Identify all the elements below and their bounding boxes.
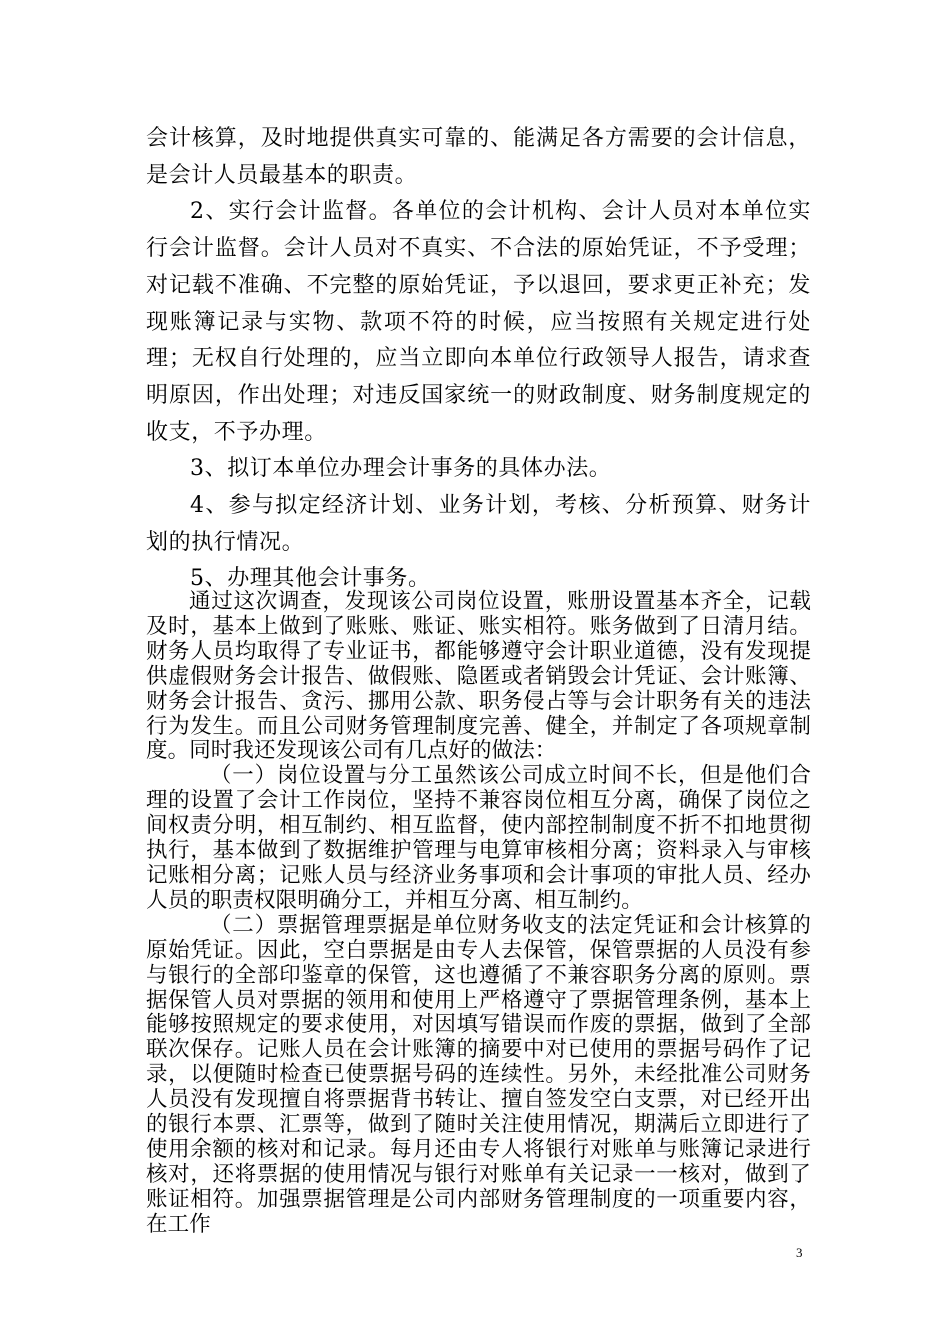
paragraph-item-2: 2、实行会计监督。各单位的会计机构、会计人员对本单位实行会计监督。会计人员对不真实、不合法的原始凭证，不予受理；对记载不准确、不完整的原始凭证，予以退回，要求更正补充；发现账簿记录与实物、款项不符的时候，应当按照有关规定进行处理；无权自行处理的，应当立即向本单位行政领导人报告，请求查明原因，作出处理；对违反国家统一的财政制度、财务制度规定的收支，不予办理。 — [146, 199, 811, 445]
paragraph-item-5: 5、办理其他会计事务。 — [190, 566, 431, 592]
paragraph-bill-management: （二）票据管理票据是单位财务收支的法定凭证和会计核算的原始凭证。因此，空白票据是由专人去保管，保管票据的人员没有参与银行的全部印鉴章的保管，这也遵循了不兼容职务分离的原则。票据保管人员对票据的领用和使用上严格遵守了票据管理条例，基本上能够按照规定的要求使用，对因填写错误而作废的票据，做到了全部联次保存。记账人员在会计账簿的摘要中对已使用的票据号码作了记录，以便随时检查已使票据号码的连续性。另外，未经批准公司财务人员没有发现擅自将票据背书转让、擅自签发空白支票，对已经开出的银行本票、汇票等，做到了随时关注使用情况，期满后立即进行了使用余额的核对和记录。每月还由专人将银行对账单与账簿记录进行核对，还将票据的使用情况与银行对账单有关记录一一核对，做到了账证相符。加强票据管理是公司内部财务管理制度的一项重要内容，在工作 — [146, 912, 811, 1237]
paragraph-survey-findings: 通过这次调查，发现该公司岗位设置，账册设置基本齐全，记载及时，基本上做到了账账、账证、账实相符。账务做到了日清月结。财务人员均取得了专业证书，都能够遵守会计职业道德，没有发现提供虚假财务会计报告、做假账、隐匿或者销毁会计凭证、会计账簿、财务会计报告、贪污、挪用公款、职务侵占等与会计职务有关的违法行为发生。而且公司财务管理制度完善、健全，并制定了各项规章制度。同时我还发现该公司有几点好的做法： — [146, 589, 811, 764]
paragraph-item-3: 3、拟订本单位办理会计事务的具体办法。 — [190, 456, 612, 482]
paragraph-item-4: 4、参与拟定经济计划、业务计划，考核、分析预算、财务计划的执行情况。 — [146, 493, 811, 555]
paragraph-position-setup: （一）岗位设置与分工虽然该公司成立时间不长，但是他们合理的设置了会计工作岗位，坚持不兼容岗位相互分离，确保了岗位之间权责分明，相互制约、相互监督，使内部控制制度不折不扣地贯彻执行，基本做到了数据维护管理与电算审核相分离；资料录入与审核记账相分离；记账人员与经济业务事项和会计事项的审批人员、经办人员的职责权限明确分工，并相互分离、相互制约。 — [146, 763, 811, 913]
page-number: 3 — [796, 1245, 803, 1260]
paragraph-accounting-duty: 会计核算，及时地提供真实可靠的、能满足各方需要的会计信息，是会计人员最基本的职责。 — [146, 126, 811, 188]
upper-section — [146, 121, 811, 598]
lower-section — [146, 590, 811, 1238]
